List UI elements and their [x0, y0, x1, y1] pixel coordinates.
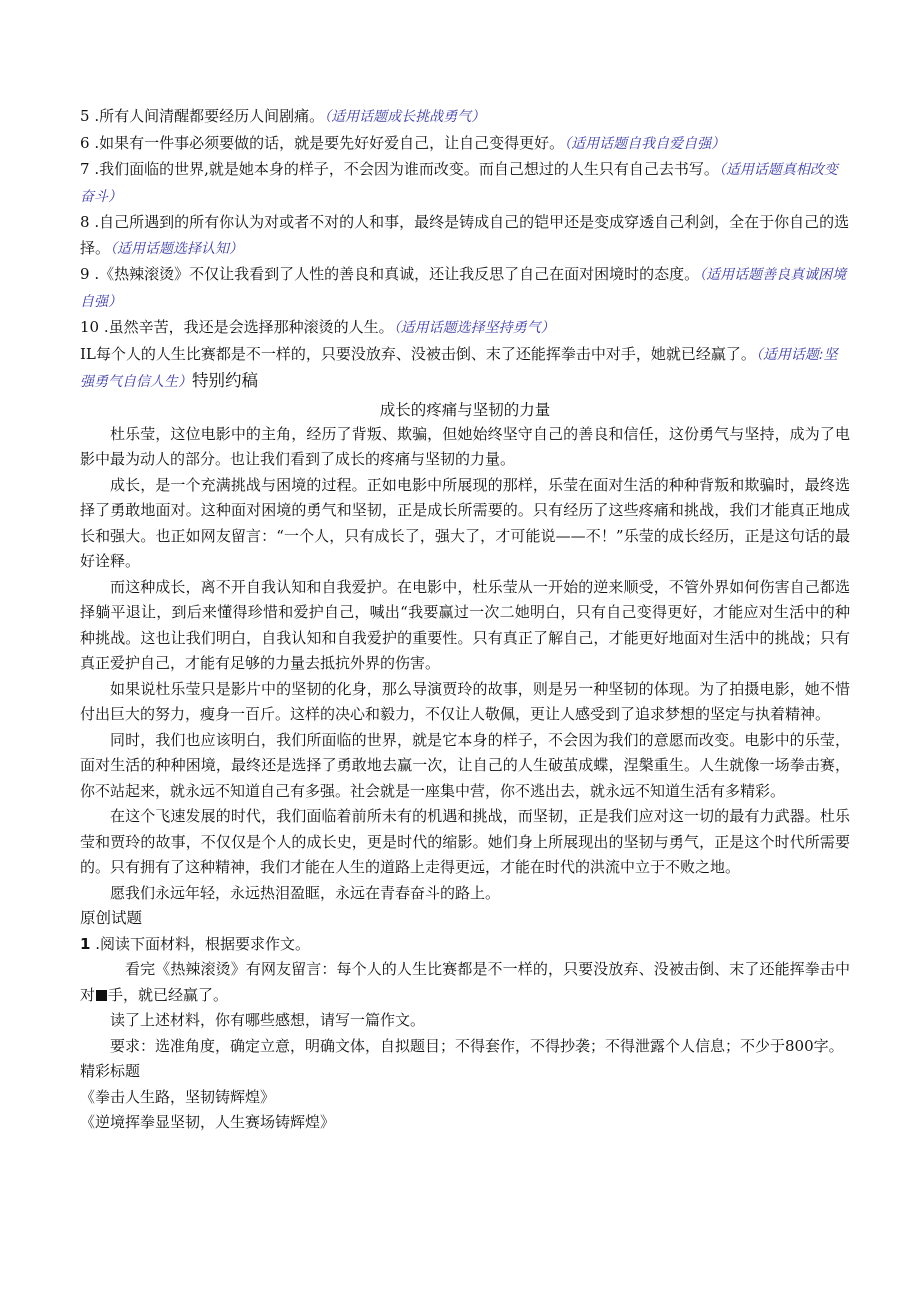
original-heading: 原创试题: [80, 909, 143, 927]
essay-title: 成长的疼痛与坚韧的力量: [379, 400, 551, 419]
topic-tag: （适用话题选择认知）: [110, 240, 244, 257]
topic-tag: （适用话题成长挑战勇气）: [324, 109, 486, 125]
topic-tag: （适用话题自我自爱自强）: [564, 135, 726, 152]
essay-paragraph: 而这种成长，离不开自我认知和自我爱护。在电影中，杜乐莹从一开始的逆来顺受，不管外界如何伤害自己都选择躺平退让，到后来懂得珍惜和爱护自己，喊出“我要赢过一次二她明白，只有自己变得更好，才能应对生活中的种种挑战。这也让我们明白，自我认知和自我爱护的重要性。只有真正了解自己，才能更好地面对生活中的挑战；只有真正爱护自己，才能有足够的力量去抵抗外界的伤害。: [80, 577, 850, 672]
essay-paragraph: 如果说杜乐莹只是影片中的坚韧的化身，那么导演贾玲的故事，则是另一种坚韧的体现。为了拍摄电影，她不惜付出巨大的努力，瘦身一百斤。这样的决心和毅力，不仅让人敬佩，更让人感受到了追求梦想的坚定与执着精神。: [80, 679, 850, 723]
topic-tag: （适用话题善良真诚困境自强）: [80, 267, 847, 310]
question-intro: 1 .阅读下面材料，根据要求作文。: [80, 934, 310, 953]
essay-paragraph: 同时，我们也应该明白，我们所面临的世界，就是它本身的样子，不会因为我们的意愿而改变。电影中的乐莹，面对生活的种种困境，最终还是选择了勇敢地去赢一次，让自己的人生破茧成蝶，涅槃重生。人生就像一场拳击赛，你不站起来，就永远不知道自己有多强。社会就是一座集中营，你不逃出去，就永远不知道生活有多精彩。: [80, 730, 850, 800]
topic-tag: （适用话题:坚强勇气自信人生）: [80, 346, 838, 390]
quote-11: IL每个人的人生比赛都是不一样的，只要没放弃、没被击倒、末了还能挥拳击中对手，她就已经赢了。（适用话题:坚强勇气自信人生）特别约稿: [80, 344, 838, 390]
document-page: [80, 104, 850, 1136]
essay-paragraph: 愿我们永远年轻，永远热泪盈眶，永远在青春奋斗的路上。: [110, 883, 501, 902]
essay-paragraph: 成长，是一个充满挑战与困境的过程。正如电影中所展现的那样，乐莹在面对生活的种种背叛和欺骗时，最终选择了勇敢地面对。这种面对困境的勇气和坚韧，正是成长所需要的。只有经历了这些疼痛和挑战，我们才能真正地成长和强大。也正如网友留言：“一个人，只有成长了，强大了，才可能说——不！”乐莹的成长经历，正是这句话的最好诠释。: [80, 475, 850, 570]
question-material: 看完《热辣滚烫》有网友留言：每个人的人生比赛都是不一样的，只要没放弃、没被击倒、末了还能挥拳击中对 手，就已经赢了。: [80, 960, 850, 1004]
special-label: 特别约稿: [192, 371, 258, 390]
title-item: 《逆境挥拳显坚韧，人生赛场铸辉煌》: [80, 1113, 336, 1131]
title-item: 《拳击人生路，坚韧铸辉煌》: [80, 1087, 276, 1106]
essay-paragraph: 在这个飞速发展的时代，我们面临着前所未有的机遇和挑战，而坚韧，正是我们应对这一切的最有力武器。杜乐莹和贾玲的故事，不仅仅是个人的成长史，更是时代的缩影。她们身上所展现出的坚韧与勇气，正是这个时代所需要的。只有拥有了这种精神，我们才能在人生的道路上走得更远，才能在时代的洪流中立于不败之地。: [80, 807, 850, 876]
titles-heading: 精彩标题: [80, 1062, 141, 1080]
question-requirement: 要求：选准角度，确定立意，明确文体，自拟题目；不得套作，不得抄袭；不得泄露个人信息；不少于800字。: [110, 1036, 844, 1055]
quote-5: 5 .所有人间清醒都要经历人间剧痛。（适用话题成长挑战勇气）: [80, 107, 486, 125]
quote-8: 8 .自己所遇到的所有你认为对或者不对的人和事，最终是铸成自己的铠甲还是变成穿透自己利剑，全在于你自己的选择。（适用话题选择认知）: [80, 213, 850, 257]
question-prompt: 读了上述材料，你有哪些感想，请写一篇作文。: [110, 1011, 426, 1029]
redaction-mark: [96, 990, 107, 1001]
quote-7: 7 .我们面临的世界,就是她本身的样子，不会因为谁而改变。而自己想过的人生只有自己去书写。（适用话题真相改变奋斗）: [80, 160, 838, 205]
topic-tag: （适用话题真相改变奋斗）: [80, 162, 838, 205]
quote-6: 6 .如果有一件事必须要做的话，就是要先好好爱自己，让自己变得更好。（适用话题自我自爱自强）: [80, 133, 726, 152]
quote-10: 10 .虽然辛苦，我还是会选择那种滚烫的人生。（适用话题选择坚持勇气）: [80, 318, 555, 336]
quote-9: 9 .《热辣滚烫》不仅让我看到了人性的善良和真诚，还让我反思了自己在面对困境时的态度。（适用话题善良真诚困境自强）: [80, 265, 847, 310]
essay-paragraph: 杜乐莹，这位电影中的主角，经历了背叛、欺骗，但她始终坚守自己的善良和信任，这份勇气与坚持，成为了电影中最为动人的部分。也让我们看到了成长的疼痛与坚韧的力量。: [80, 424, 850, 468]
topic-tag: （适用话题选择坚持勇气）: [393, 320, 555, 336]
